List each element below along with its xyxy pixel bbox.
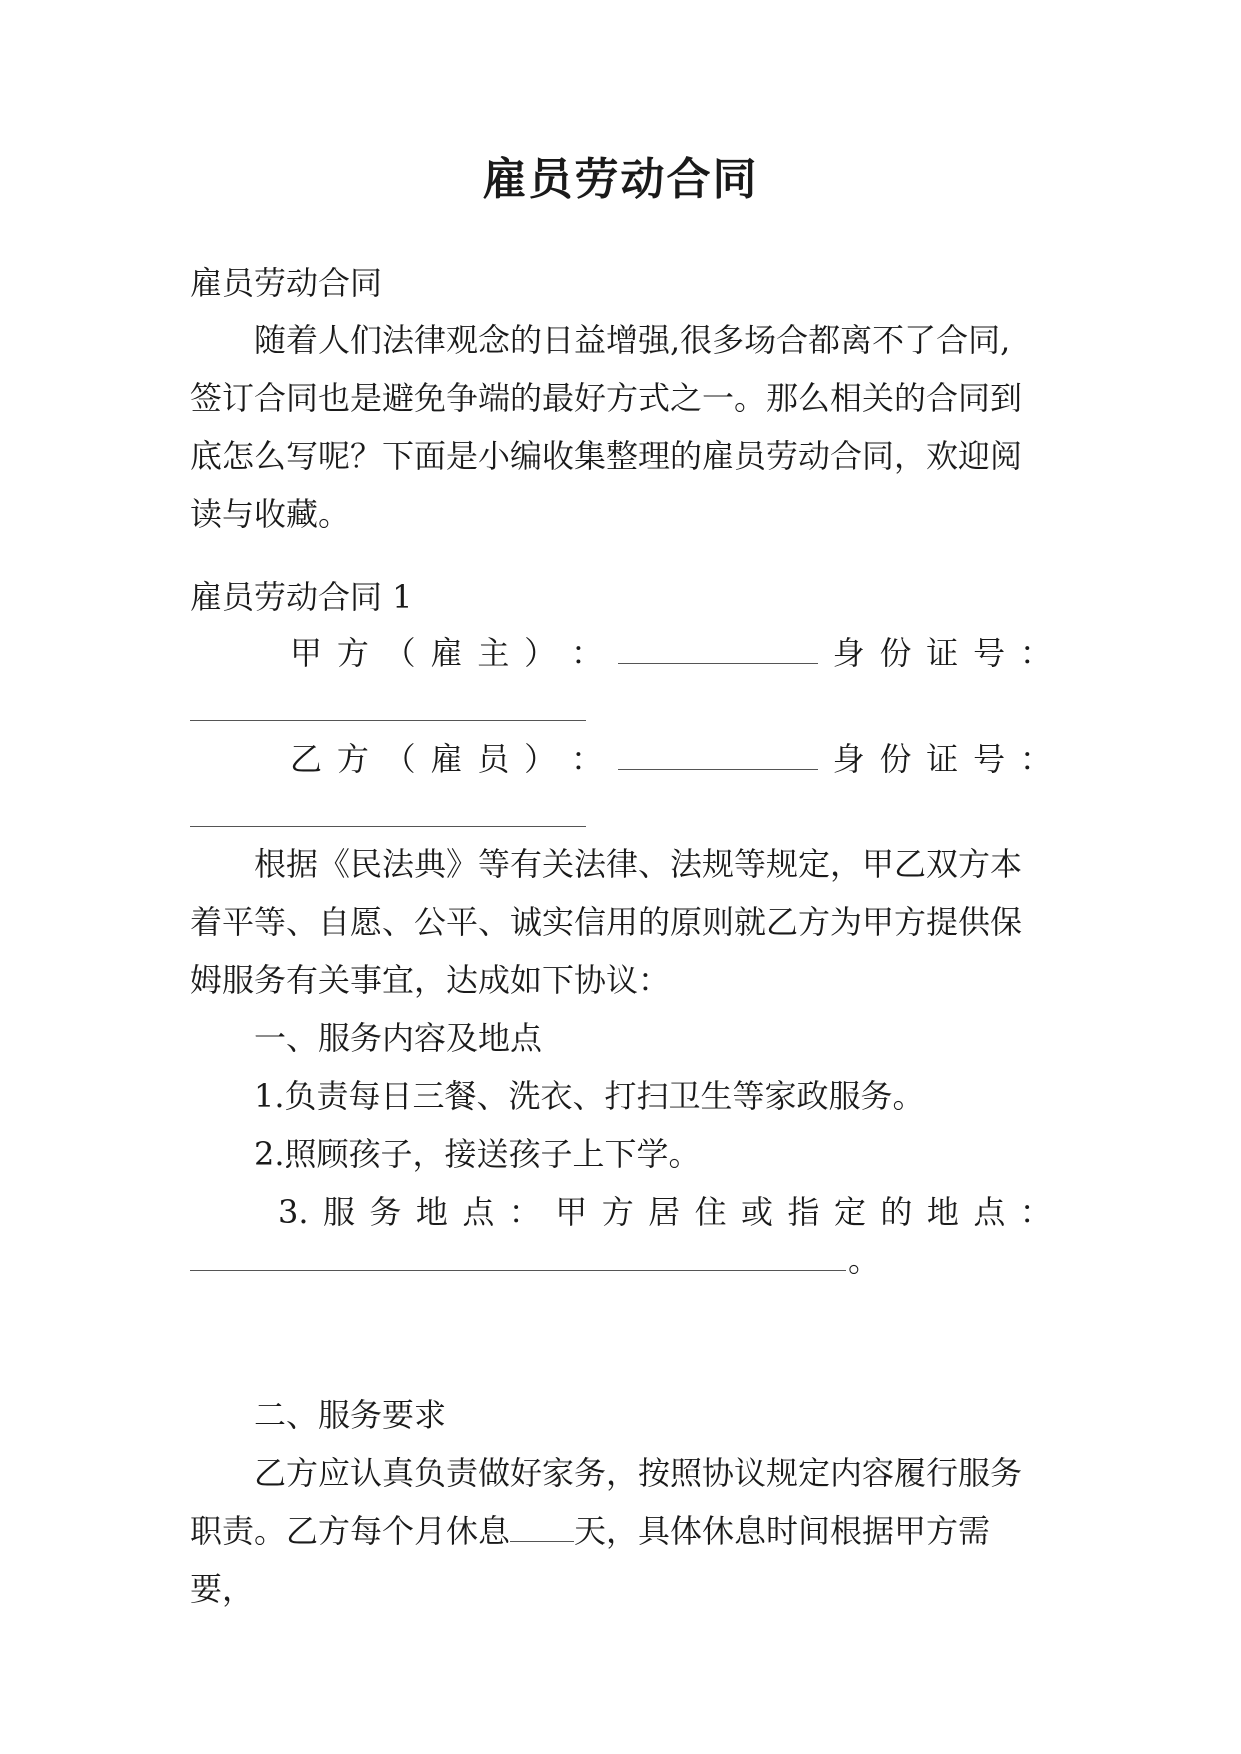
party-b-id-char: 号 [973, 740, 1006, 778]
party-b-id-char: ： [1019, 740, 1052, 778]
section1-item-1: 1.负责每日三餐、洗衣、打扫卫生等家政服务。 [254, 1077, 925, 1115]
intro-paragraph [190, 311, 1052, 543]
section2-line-2-before: 职责。乙方每个月休息 [190, 1512, 511, 1550]
party-a-char: 甲 [290, 634, 323, 672]
party-b-char: 方 [336, 740, 369, 778]
preamble-paragraph [190, 835, 1052, 1009]
item3-char: 点 [973, 1193, 1006, 1231]
party-a-id-char: 号 [973, 634, 1006, 672]
intro-line-4: 读与收藏。 [190, 495, 351, 533]
section2 [190, 1386, 1052, 1618]
item3-char: 或 [741, 1193, 774, 1231]
section1 [190, 1009, 1052, 1183]
party-a-char: 主 [477, 634, 510, 672]
item3-char: 定 [833, 1193, 866, 1231]
party-a-id-char: ： [1019, 634, 1052, 672]
rest-days-blank[interactable] [510, 1517, 574, 1542]
party-a-char: （ [383, 634, 416, 672]
intro-heading-text: 雇员劳动合同 [190, 264, 383, 302]
party-a-id-char: 证 [926, 634, 959, 672]
item3-char: 地 [415, 1193, 448, 1231]
party-a-id-char: 身 [832, 634, 865, 672]
party-b-char: 员 [477, 740, 510, 778]
party-b-id-char: 证 [926, 740, 959, 778]
party-b-char: ： [570, 740, 603, 778]
item3-char: 的 [880, 1193, 913, 1231]
preamble-line-1: 根据《民法典》等有关法律、法规等规定，甲乙双方本 [254, 845, 1023, 883]
preamble-line-2: 着平等、自愿、公平、诚实信用的原则就乙方为甲方提供保 [190, 903, 1023, 941]
item3-char: 居 [648, 1193, 681, 1231]
item3-char: 甲 [555, 1193, 588, 1231]
item3-char: 点 [462, 1193, 495, 1231]
party-a-name-blank[interactable] [618, 637, 818, 664]
section1-item-3-row [190, 1183, 1052, 1241]
item3-char: 3. [278, 1193, 309, 1231]
item3-char: 务 [369, 1193, 402, 1231]
item3-char: 住 [694, 1193, 727, 1231]
item3-char: ： [508, 1193, 541, 1231]
party-a-char: 方 [336, 634, 369, 672]
party-b-id-char: 身 [832, 740, 865, 778]
service-location-blank[interactable] [190, 1270, 846, 1271]
party-b-id-char: 份 [879, 740, 912, 778]
party-a-id-blank[interactable] [190, 720, 586, 721]
section1-item-2: 2.照顾孩子，接送孩子上下学。 [254, 1135, 701, 1173]
intro-line-2: 签订合同也是避免争端的最好方式之一。那么相关的合同到 [190, 379, 1023, 417]
party-b-row [190, 730, 1052, 788]
intro-line-3: 底怎么写呢？下面是小编收集整理的雇员劳动合同，欢迎阅 [190, 437, 1023, 475]
party-a-id-char: 份 [879, 634, 912, 672]
intro-heading [190, 254, 1052, 312]
section2-line-2-after: 天，具体休息时间根据甲方需要， [190, 1512, 991, 1608]
intro-line-1: 随着人们法律观念的日益增强,很多场合都离不了合同, [254, 321, 1011, 359]
item3-char: ： [1019, 1193, 1052, 1231]
party-b-char: 雇 [430, 740, 463, 778]
section1-heading: 一、服务内容及地点 [254, 1019, 543, 1057]
item3-char: 地 [926, 1193, 959, 1231]
party-a-char: ） [524, 634, 557, 672]
item3-char: 服 [322, 1193, 355, 1231]
service-location-end: 。 [848, 1241, 881, 1279]
party-a-char: 雇 [430, 634, 463, 672]
item3-char: 方 [601, 1193, 634, 1231]
party-a-row [190, 624, 1052, 682]
contract1-heading-text: 雇员劳动合同 1 [190, 578, 413, 616]
party-a-char: ： [570, 634, 603, 672]
section2-heading: 二、服务要求 [254, 1396, 447, 1434]
party-b-char: ） [524, 740, 557, 778]
document-title: 雇员劳动合同 [482, 154, 759, 205]
contract1-heading [190, 568, 1052, 626]
preamble-line-3: 姆服务有关事宜，达成如下协议： [190, 961, 671, 999]
party-b-char: 乙 [290, 740, 323, 778]
item3-char: 指 [787, 1193, 820, 1231]
section2-line-2 [190, 1502, 1052, 1618]
party-b-char: （ [383, 740, 416, 778]
party-b-id-blank[interactable] [190, 826, 586, 827]
party-b-name-blank[interactable] [618, 743, 818, 770]
section2-line-1: 乙方应认真负责做好家务，按照协议规定内容履行服务 [254, 1454, 1023, 1492]
